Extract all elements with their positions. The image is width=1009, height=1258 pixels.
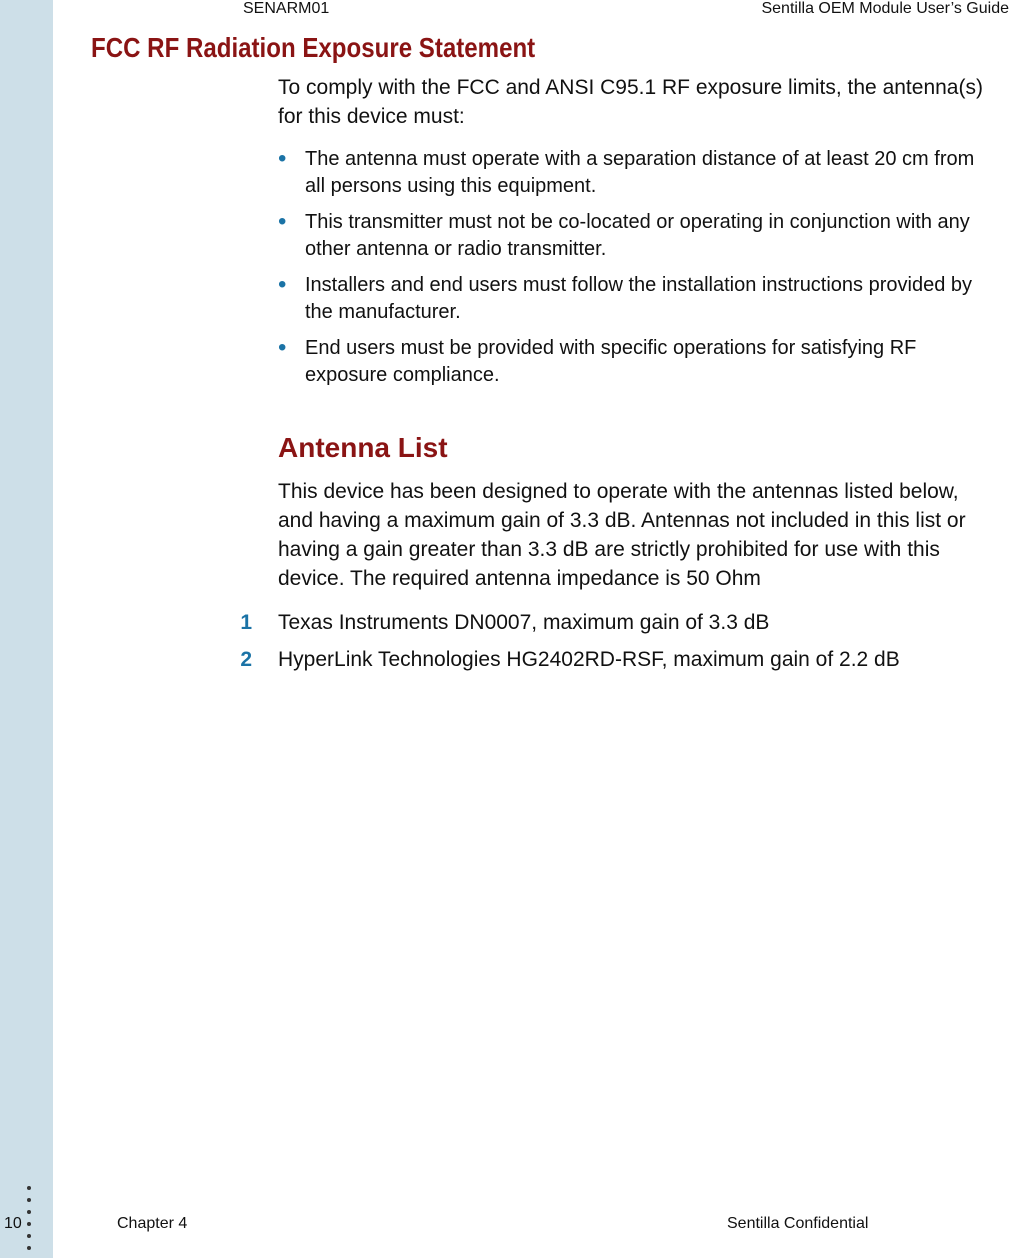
list-item: [230, 608, 990, 638]
list-item: [278, 209, 998, 263]
bullet-text: The antenna must operate with a separation distance of at least 20 cm from all persons using this equipment.: [305, 148, 975, 197]
footer-page-number: 10: [4, 1215, 22, 1232]
bullet-icon: •: [278, 145, 287, 172]
header-guide-title: Sentilla OEM Module User’s Guide: [761, 0, 1009, 17]
dot-icon: [27, 1198, 31, 1202]
antenna-numbered-list: [230, 608, 990, 682]
antenna-intro-paragraph: This device has been designed to operate with the antennas listed below, and having a maximum gain of 3.3 dB. Antennas not included in this list or having a gain greater than 3.3 dB are strictly prohibited for use with this device. The required antenna impedance is 50 Ohm: [278, 480, 966, 590]
dot-icon: [27, 1246, 31, 1250]
bullet-icon: •: [278, 271, 287, 298]
item-number: 2: [240, 648, 252, 671]
list-item: [278, 272, 998, 326]
item-text: HyperLink Technologies HG2402RD-RSF, maximum gain of 2.2 dB: [278, 648, 900, 671]
footer-chapter: Chapter 4: [117, 1215, 188, 1232]
fcc-intro-paragraph: To comply with the FCC and ANSI C95.1 RF exposure limits, the antenna(s) for this device must:: [278, 76, 983, 128]
dot-icon: [27, 1186, 31, 1190]
list-item: [278, 146, 998, 200]
antenna-list-heading: Antenna List: [278, 432, 448, 463]
footer-confidential: Sentilla Confidential: [727, 1215, 869, 1232]
bullet-icon: •: [278, 208, 287, 235]
bullet-text: Installers and end users must follow the installation instructions provided by the manufacturer.: [305, 274, 973, 323]
list-item: [230, 645, 990, 675]
dot-icon: [27, 1234, 31, 1238]
section-title: FCC RF Radiation Exposure Statement: [91, 32, 536, 63]
margin-dots-decoration: [27, 1186, 33, 1258]
fcc-bullet-list: [278, 146, 998, 398]
header-doc-code: SENARM01: [243, 0, 330, 17]
list-item: [278, 335, 998, 389]
bullet-text: This transmitter must not be co-located or operating in conjunction with any other antenna or radio transmitter.: [305, 211, 970, 260]
side-margin-band: [0, 0, 53, 1258]
item-number: 1: [240, 611, 252, 634]
dot-icon: [27, 1222, 31, 1226]
item-text: Texas Instruments DN0007, maximum gain of 3.3 dB: [278, 611, 770, 634]
dot-icon: [27, 1210, 31, 1214]
bullet-icon: •: [278, 334, 287, 361]
bullet-text: End users must be provided with specific operations for satisfying RF exposure compliance.: [305, 337, 917, 386]
